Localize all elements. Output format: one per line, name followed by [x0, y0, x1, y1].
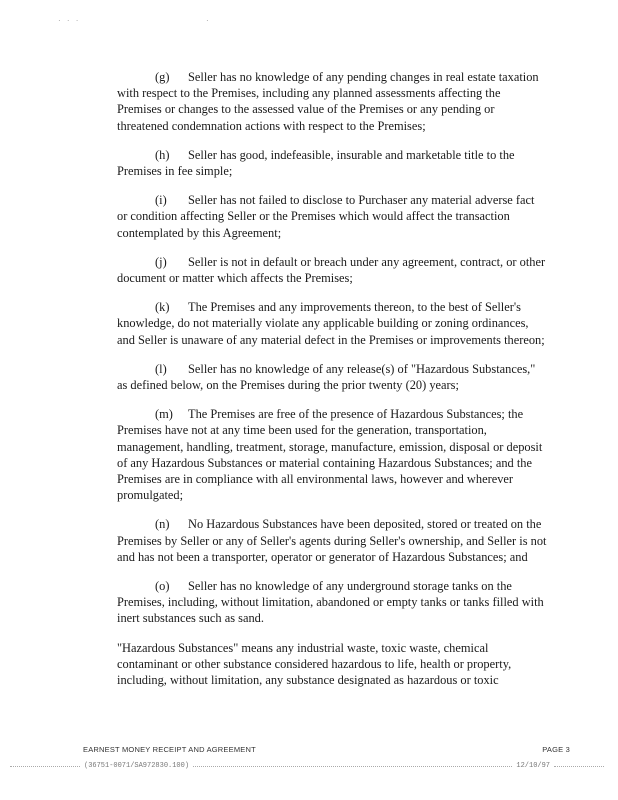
footer-date: 12/10/97	[516, 762, 550, 770]
document-body	[117, 69, 547, 701]
clause-paragraph	[117, 640, 547, 689]
clause-label: (i)	[155, 193, 167, 208]
clause-label: (m)	[155, 407, 173, 422]
clause-label: (l)	[155, 361, 167, 376]
clause-paragraph	[117, 299, 547, 348]
footer-rule	[554, 762, 604, 767]
clause-text: Seller has no knowledge of any release(s) of "Hazardous Substances," as defined below, on the Premises during the prior twenty (20) years;	[117, 361, 536, 393]
page-number: PAGE 3	[542, 745, 570, 754]
clause-label: (o)	[155, 579, 170, 594]
clause-text: Seller has not failed to disclose to Purchaser any material adverse fact or condition affecting Seller or the Premises which would affect the transaction contemplated by this Agreement;	[117, 193, 535, 240]
clause-text: Seller is not in default or breach under any agreement, contract, or other document or matter which affects the Premises;	[117, 254, 546, 286]
clause-paragraph	[117, 516, 547, 565]
footer-rule	[10, 762, 80, 767]
footer-rule	[193, 762, 512, 767]
clause-text: "Hazardous Substances" means any industrial waste, toxic waste, chemical contaminant or other substance considered hazardous to life, health or property, including, without limitation, any substance designated as hazardous or toxic	[117, 640, 512, 688]
clause-label: (g)	[155, 70, 170, 84]
scan-speck: ·	[206, 16, 211, 25]
footer-doc-line	[6, 762, 608, 770]
clause-text: Seller has no knowledge of any pending changes in real estate taxation with respect to the Premises, including any planned assessments affecting the Premises or changes to the assessed value of the Premises or any pending or threatened condemnation actions with respect to the Premises;	[117, 70, 539, 133]
clause-text: Seller has no knowledge of any underground storage tanks on the Premises, including, without limitation, abandoned or empty tanks or tanks filled with inert substances such as sand.	[117, 579, 544, 626]
clause-paragraph	[117, 192, 547, 241]
clause-paragraph	[117, 69, 547, 134]
clause-text: Seller has good, indefeasible, insurable and marketable title to the Premises in fee simple;	[117, 147, 515, 179]
clause-text: No Hazardous Substances have been deposited, stored or treated on the Premises by Seller or any of Seller's agents during Seller's ownership, and Seller is not and has not been a transporter, operator or generator of Hazardous Substances; and	[117, 517, 547, 564]
clause-text: The Premises and any improvements thereon, to the best of Seller's knowledge, do not materially violate any applicable building or zoning ordinances, and Seller is unaware of any material defect in the Premises or improvements thereon;	[117, 300, 545, 347]
clause-label: (h)	[155, 147, 170, 162]
clause-paragraph	[117, 361, 547, 393]
clause-paragraph	[117, 578, 547, 627]
clause-text: The Premises are free of the presence of Hazardous Substances; the Premises have not at any time been used for the generation, transportation, management, handling, treatment, storage, manufacture, emission, disposal or deposit of any Hazardous Substances or material containing Hazardous Substances; and the Premises are in compliance with all environmental laws, however and wherever promulgated;	[117, 407, 543, 503]
scan-speck: · · ·	[58, 16, 81, 25]
clause-label: (k)	[155, 300, 170, 315]
footer-title: EARNEST MONEY RECEIPT AND AGREEMENT	[83, 745, 256, 754]
clause-label: (j)	[155, 254, 167, 269]
clause-label: (n)	[155, 517, 170, 532]
clause-paragraph	[117, 406, 547, 503]
page-footer	[83, 745, 570, 754]
clause-paragraph	[117, 254, 547, 286]
footer-doc-id: (36751-0071/SA972830.100)	[84, 762, 190, 770]
clause-paragraph	[117, 147, 547, 179]
